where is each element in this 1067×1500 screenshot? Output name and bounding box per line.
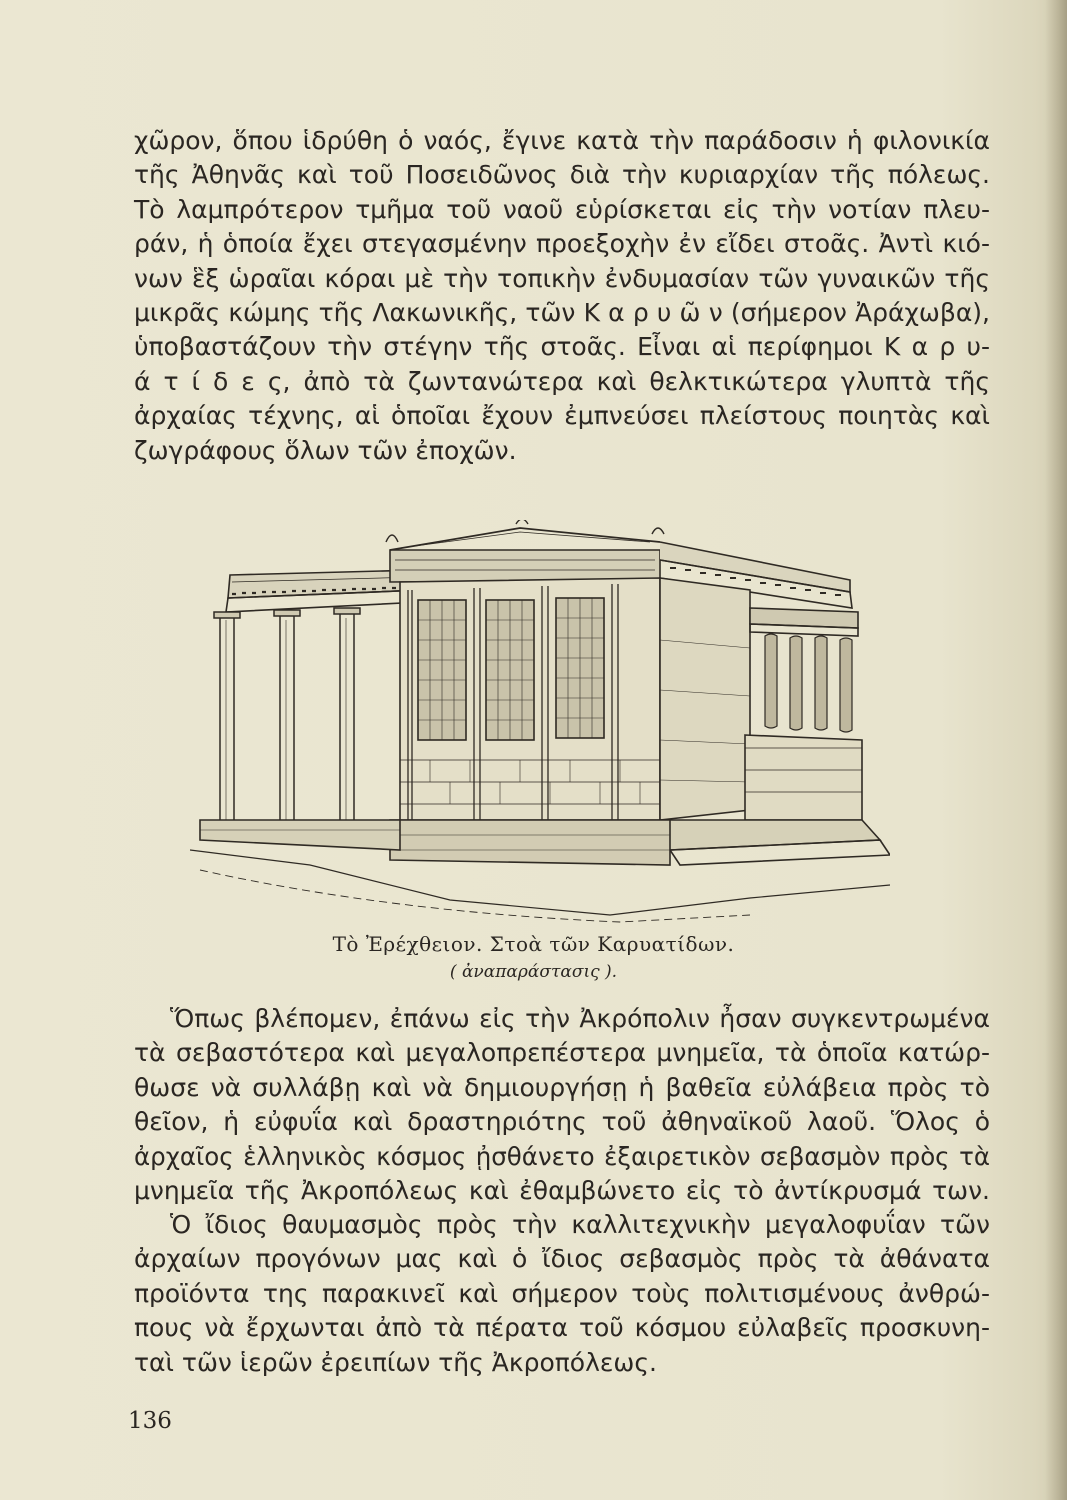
text-line: Ὁ ἴδιος θαυμασμὸς πρὸς τὴν καλλιτεχνικὴν μεγαλοφυΐαν τῶν [170,1210,990,1239]
text-line: θωσε νὰ συλλάβῃ καὶ νὰ δημιουργήσῃ ἡ βαθεῖα εὐλάβεια πρὸς τὸ [134,1072,990,1102]
page-edge-shadow [1045,0,1067,1500]
text-line: χῶρον, ὅπου ἱδρύθη ὁ ναός, ἔγινε κατὰ τὴν παράδοσιν ἡ φιλονικία [134,126,990,155]
text-line: τὰ σεβαστότερα καὶ μεγαλοπρεπέστερα μνημεῖα, τὰ ὁποῖα κατώρ- [134,1038,990,1068]
text-line: πους νὰ ἔρχωνται ἀπὸ τὰ πέρατα τοῦ κόσμου εὐλαβεῖς προσκυνη- [134,1313,990,1343]
text-line: ράν, ἡ ὁποία ἔχει στεγασμένην προεξοχὴν ἐν εἴδει στοᾶς. Ἀντὶ κιό- [134,229,990,259]
text-line: μνημεῖα τῆς Ἀκροπόλεως καὶ ἐθαμβώνετο εἰς τὸ ἀντίκρυσμά των. [134,1176,990,1206]
text-line: θεῖον, ἡ εὐφυΐα καὶ δραστηριότης τοῦ ἀθηναϊκοῦ λαοῦ. Ὅλος ὁ [134,1107,990,1137]
page-number: 136 [128,1408,172,1434]
text-line: ἀρχαίας τέχνης, αἱ ὁποῖαι ἔχουν ἐμπνεύσει πλείστους ποιητὰς καὶ [134,401,990,431]
text-line: προϊόντα της παρακινεῖ καὶ σήμερον τοὺς πολιτισμένους ἀνθρώ- [134,1278,990,1308]
text-line: ά τ ί δ ε ς, ἀπὸ τὰ ζωντανώτερα καὶ θελκτικώτερα γλυπτὰ τῆς [134,366,990,396]
text-line: νων ἓξ ὡραῖαι κόραι μὲ τὴν τοπικὴν ἐνδυμασίαν τῶν γυναικῶν τῆς [134,263,990,293]
paragraph-2 [134,1002,990,1208]
text-line: Ὅπως βλέπομεν, ἐπάνω εἰς τὴν Ἀκρόπολιν ἦσαν συγκεντρωμένα [170,1004,990,1033]
text-line: ζωγράφους ὅλων τῶν ἐποχῶν. [134,435,517,465]
figure-caption: Τὸ Ἐρέχθειον. Στοὰ τῶν Καρυατίδων. [332,932,735,956]
text-line: μικρᾶς κώμης τῆς Λακωνικῆς, τῶν Κ α ρ υ ῶ ν (σήμερον Ἀράχωβα), [134,298,990,328]
erechtheion-illustration [190,520,890,930]
text-line: ὑποβαστάζουν τὴν στέγην τῆς στοᾶς. Εἶναι αἱ περίφημοι Κ α ρ υ- [134,332,990,362]
text-line: ἀρχαῖος ἑλληνικὸς κόσμος ᾐσθάνετο ἐξαιρετικὸν σεβασμὸν πρὸς τὰ [134,1141,990,1171]
text-line: ἀρχαίων προγόνων μας καὶ ὁ ἴδιος σεβασμὸς πρὸς τὰ ἀθάνατα [134,1244,990,1274]
text-line: Τὸ λαμπρότερον τμῆμα τοῦ ναοῦ εὑρίσκεται εἰς τὴν νοτίαν πλευ- [134,194,990,224]
paragraph-3 [134,1208,990,1380]
text-line: τῆς Ἀθηνᾶς καὶ τοῦ Ποσειδῶνος διὰ τὴν κυριαρχίαν τῆς πόλεως. [134,160,990,190]
paragraph-1 [134,124,990,468]
text-line: ταὶ τῶν ἱερῶν ἐρειπίων τῆς Ἀκροπόλεως. [134,1347,657,1377]
figure-subcaption: ( ἀναπαράστασις ). [449,962,618,982]
